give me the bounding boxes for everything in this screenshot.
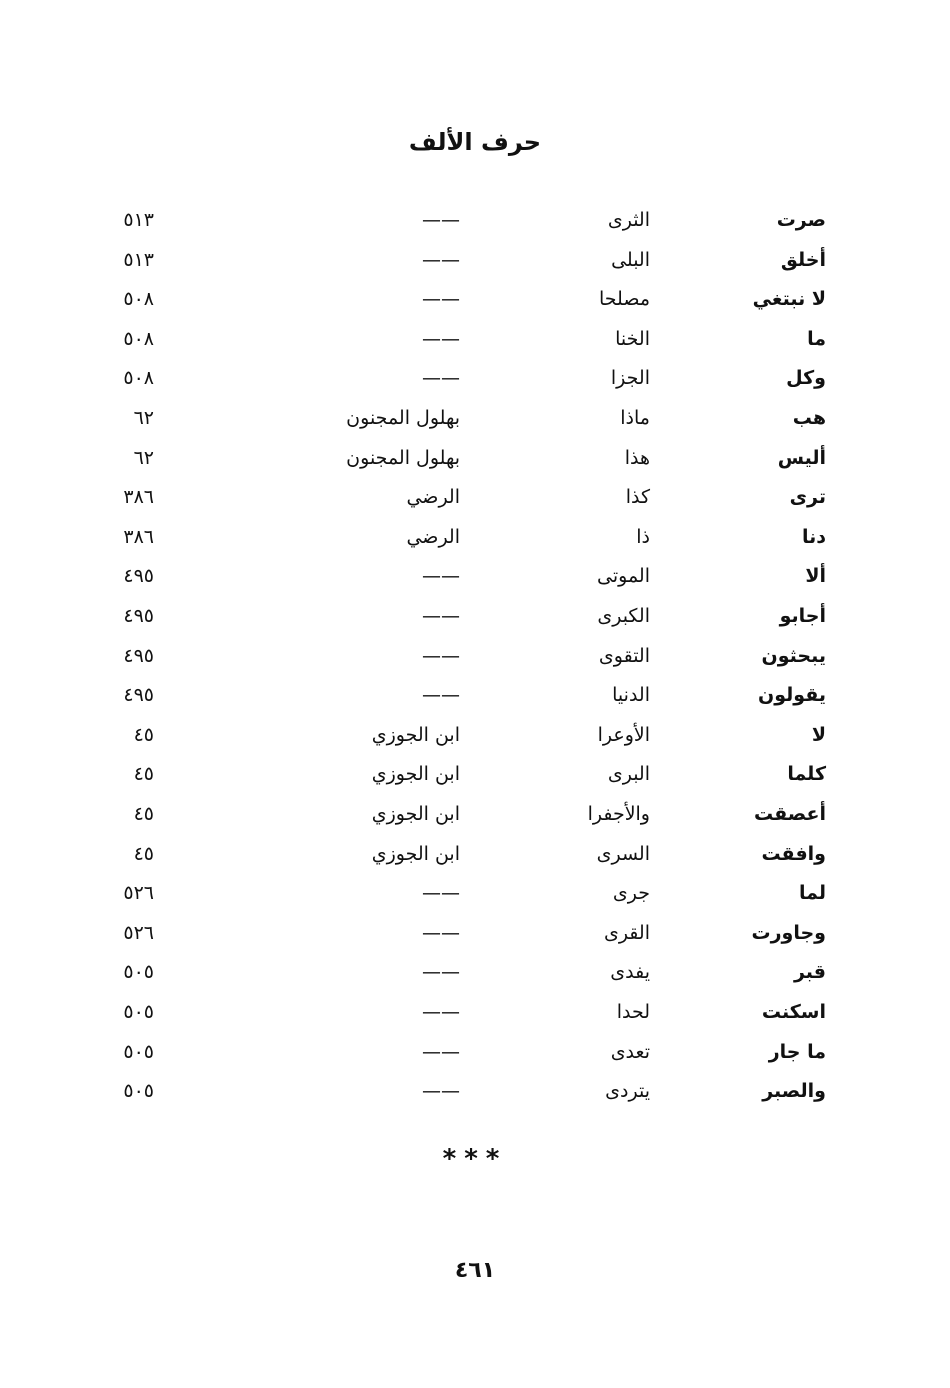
verse-opening: ما جار xyxy=(768,1040,826,1063)
verse-opening: أعصقت xyxy=(753,803,826,825)
page-reference: ٥٠٥ xyxy=(123,961,154,984)
verse-rhyme: تعدى xyxy=(610,1040,650,1063)
page-reference: ٤٥ xyxy=(133,803,154,825)
verse-rhyme: القرى xyxy=(603,921,650,944)
page-number: ٤٦١ xyxy=(454,1258,496,1283)
table-row xyxy=(0,438,950,478)
verse-opening: ما xyxy=(807,327,826,350)
verse-rhyme: الدنيا xyxy=(612,684,650,707)
page-reference: ٤٩٥ xyxy=(123,644,154,667)
poet-name: —— xyxy=(422,1080,460,1103)
poet-name: —— xyxy=(422,605,460,627)
verse-rhyme: الأوعرا xyxy=(597,723,650,746)
verse-opening: وكل xyxy=(786,367,826,390)
table-row xyxy=(0,636,950,676)
verse-rhyme: الثرى xyxy=(607,209,650,231)
table-row xyxy=(0,200,950,240)
verse-opening: دنا xyxy=(801,525,826,548)
page-reference: ٥٠٥ xyxy=(123,1080,154,1103)
table-row xyxy=(0,873,950,913)
page-reference: ٤٩٥ xyxy=(123,565,154,588)
verse-opening: لما xyxy=(798,882,826,905)
verse-opening: قبر xyxy=(793,961,826,984)
verse-rhyme: مصلحا xyxy=(599,288,650,311)
page-reference: ٦٢ xyxy=(133,446,154,469)
verse-rhyme: هذا xyxy=(624,446,650,469)
poet-name: ابن الجوزي xyxy=(371,803,460,825)
verse-rhyme: ماذا xyxy=(620,407,650,429)
table-row xyxy=(0,319,950,359)
verse-opening: أليس xyxy=(777,446,826,469)
poet-name: —— xyxy=(422,1001,460,1023)
page-title: حرف الألف xyxy=(408,128,542,156)
table-row xyxy=(0,715,950,755)
page-reference: ٣٨٦ xyxy=(123,525,154,548)
verse-opening: وجاورت xyxy=(751,921,826,944)
table-row xyxy=(0,477,950,517)
verse-rhyme: يتردى xyxy=(605,1080,650,1103)
verse-opening: يقولون xyxy=(758,684,826,707)
table-row xyxy=(0,358,950,398)
table-row xyxy=(0,1032,950,1072)
poet-name: —— xyxy=(422,961,460,984)
verse-rhyme: ذا xyxy=(636,525,650,548)
table-row xyxy=(0,1071,950,1111)
verse-opening: كلما xyxy=(787,763,826,786)
poet-name: —— xyxy=(422,288,460,311)
verse-rhyme: الكبرى xyxy=(597,605,650,627)
table-row xyxy=(0,556,950,596)
verse-rhyme: الموتى xyxy=(597,565,650,588)
section-ornament: *** xyxy=(442,1144,508,1174)
poet-name: —— xyxy=(422,367,460,390)
verse-opening: ترى xyxy=(789,486,826,509)
page-reference: ٣٨٦ xyxy=(123,486,154,509)
table-row xyxy=(0,952,950,992)
verse-opening: أخلق xyxy=(780,248,826,271)
verse-opening: وافقت xyxy=(761,842,826,865)
table-row xyxy=(0,596,950,636)
verse-opening: ألا xyxy=(805,565,826,588)
verse-rhyme: البرى xyxy=(607,763,650,786)
page-reference: ٤٩٥ xyxy=(123,605,154,627)
verse-rhyme: البلى xyxy=(611,248,650,271)
verse-rhyme: السرى xyxy=(596,842,650,865)
poet-name: ابن الجوزي xyxy=(371,842,460,865)
poet-name: ابن الجوزي xyxy=(371,723,460,746)
poet-name: —— xyxy=(422,327,460,350)
table-row xyxy=(0,834,950,874)
page-reference: ٥٢٦ xyxy=(123,882,154,905)
verse-rhyme: لحدا xyxy=(616,1001,650,1023)
verse-index-table xyxy=(0,200,950,1120)
verse-rhyme: والأجفرا xyxy=(587,803,650,825)
verse-opening: يبحثون xyxy=(761,644,826,667)
table-row xyxy=(0,794,950,834)
poet-name: —— xyxy=(422,248,460,271)
page-reference: ٤٥ xyxy=(133,763,154,786)
verse-rhyme: كذا xyxy=(625,486,650,509)
page-reference: ٥٠٨ xyxy=(123,288,154,311)
table-row xyxy=(0,279,950,319)
verse-rhyme: الجزا xyxy=(610,367,650,390)
poet-name: —— xyxy=(422,644,460,667)
page-reference: ٦٢ xyxy=(133,407,154,429)
verse-opening: أجابو xyxy=(779,605,826,627)
page-reference: ٤٩٥ xyxy=(123,684,154,707)
poet-name: —— xyxy=(422,921,460,944)
table-row xyxy=(0,913,950,953)
poet-name: ابن الجوزي xyxy=(371,763,460,786)
table-row xyxy=(0,754,950,794)
poet-name: —— xyxy=(422,684,460,707)
poet-name: الرضي xyxy=(406,486,460,509)
table-row xyxy=(0,517,950,557)
poet-name: الرضي xyxy=(406,525,460,548)
verse-opening: هب xyxy=(792,407,826,429)
table-row xyxy=(0,675,950,715)
poet-name: بهلول المجنون xyxy=(346,446,460,469)
verse-rhyme: الخنا xyxy=(615,327,650,350)
page-reference: ٤٥ xyxy=(133,723,154,746)
verse-rhyme: يفدى xyxy=(610,961,650,984)
page-reference: ٤٥ xyxy=(133,842,154,865)
poet-name: بهلول المجنون xyxy=(346,407,460,429)
page-reference: ٥٠٥ xyxy=(123,1001,154,1023)
verse-opening: اسكنت xyxy=(761,1001,826,1023)
page-reference: ٥٠٨ xyxy=(123,327,154,350)
verse-opening: لا نبتغي xyxy=(752,288,826,311)
poet-name: —— xyxy=(422,565,460,588)
poet-name: —— xyxy=(422,882,460,905)
table-row xyxy=(0,240,950,280)
verse-opening: لا xyxy=(811,723,826,746)
page-reference: ٥٠٨ xyxy=(123,367,154,390)
page-reference: ٥١٣ xyxy=(123,248,154,271)
verse-rhyme: جرى xyxy=(612,882,650,905)
page-reference: ٥٠٥ xyxy=(123,1040,154,1063)
table-row xyxy=(0,398,950,438)
page-reference: ٥١٣ xyxy=(123,209,154,231)
verse-rhyme: التقوى xyxy=(598,644,650,667)
table-row xyxy=(0,992,950,1032)
poet-name: —— xyxy=(422,209,460,231)
page-reference: ٥٢٦ xyxy=(123,921,154,944)
verse-opening: صرت xyxy=(776,209,826,231)
verse-opening: والصبر xyxy=(762,1080,826,1103)
poet-name: —— xyxy=(422,1040,460,1063)
